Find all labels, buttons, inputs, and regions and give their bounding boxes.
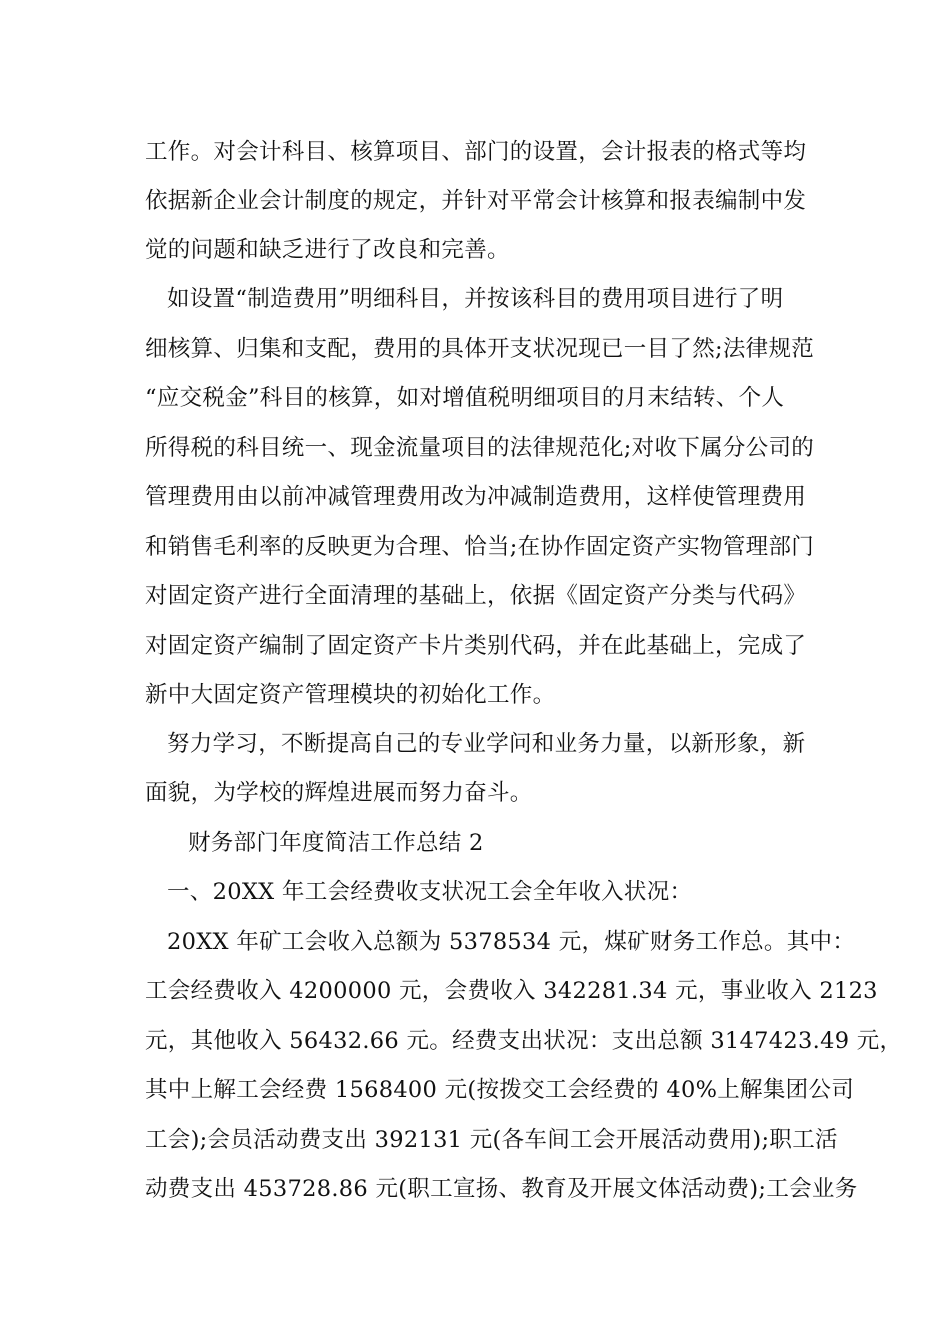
text-line: 管理费用由以前冲减管理费用改为冲减制造费用，这样使管理费用 xyxy=(145,484,807,510)
text-line: “应交税金”科目的核算，如对增值税明细项目的月末结转、个人 xyxy=(145,385,785,411)
text-line: 觉的问题和缺乏进行了改良和完善。 xyxy=(145,237,510,263)
text-line: 和销售毛利率的反映更为合理、恰当;在协作固定资产实物管理部门 xyxy=(145,534,815,560)
paragraph-start-line: 努力学习，不断提高自己的专业学问和业务力量，以新形象，新 xyxy=(167,731,806,757)
text-line: 对固定资产编制了固定资产卡片类别代码，并在此基础上，完成了 xyxy=(145,633,807,659)
paragraph-start-line: 20XX 年矿工会收入总额为 5378534 元，煤矿财务工作总。其中： xyxy=(167,929,856,955)
text-line: 工作。对会计科目、核算项目、部门的设置，会计报表的格式等均 xyxy=(145,139,807,165)
text-line: 依据新企业会计制度的规定，并针对平常会计核算和报表编制中发 xyxy=(145,188,807,214)
text-line: 动费支出 453728.86 元(职工宣扬、教育及开展文体活动费);工会业务 xyxy=(145,1176,858,1202)
paragraph-start-line: 如设置“制造费用”明细科目，并按该科目的费用项目进行了明 xyxy=(167,286,784,312)
text-line: 对固定资产进行全面清理的基础上，依据《固定资产分类与代码》 xyxy=(145,583,807,609)
text-line: 细核算、归集和支配，费用的具体开支状况现已一目了然;法律规范 xyxy=(145,336,815,362)
text-line: 新中大固定资产管理模块的初始化工作。 xyxy=(145,682,556,708)
text-line: 元，其他收入 56432.66 元。经费支出状况：支出总额 3147423.49 元， xyxy=(145,1028,903,1054)
text-line: 工会);会员活动费支出 392131 元(各车间工会开展活动费用);职工活 xyxy=(145,1127,838,1153)
text-line: 面貌，为学校的辉煌进展而努力奋斗。 xyxy=(145,780,533,806)
text-line: 其中上解工会经费 1568400 元(按拨交工会经费的 40%上解集团公司 xyxy=(145,1077,855,1103)
section-heading: 财务部门年度简洁工作总结 2 xyxy=(188,830,484,856)
text-line: 工会经费收入 4200000 元，会费收入 342281.34 元，事业收入 2123 xyxy=(145,978,878,1004)
text-line: 所得税的科目统一、现金流量项目的法律规范化;对收下属分公司的 xyxy=(145,435,815,461)
paragraph-start-line: 一、20XX 年工会经费收支状况工会全年收入状况： xyxy=(167,879,693,905)
